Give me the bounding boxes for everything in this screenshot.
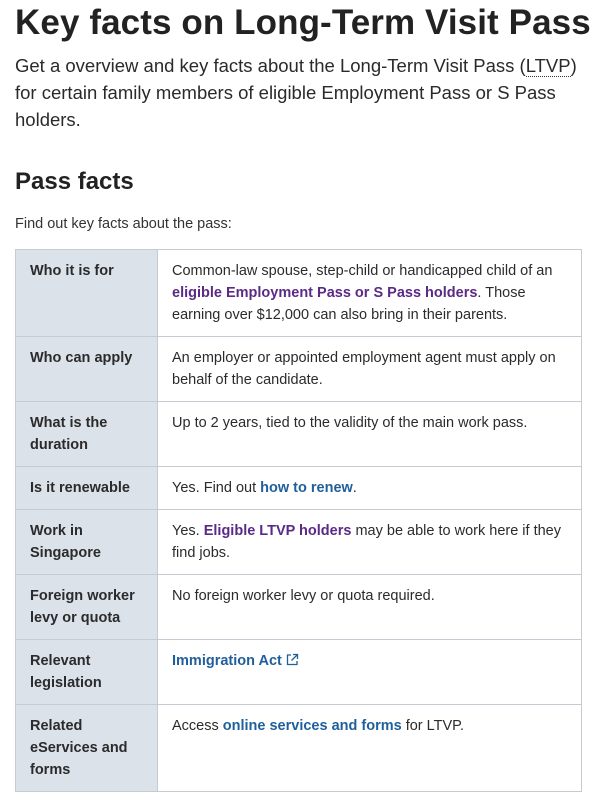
online-services-link[interactable]: online services and forms (222, 718, 402, 734)
row-value (158, 640, 582, 705)
section-intro: Find out key facts about the pass: (15, 216, 232, 232)
row-text: Yes. (172, 523, 204, 539)
row-key: What is the duration (16, 402, 158, 467)
table-row (16, 402, 582, 467)
how-to-renew-link[interactable]: how to renew (260, 480, 353, 496)
row-value (158, 705, 582, 792)
table-row (16, 640, 582, 705)
page-lead (15, 52, 593, 133)
row-value (158, 510, 582, 575)
row-key: Work in Singapore (16, 510, 158, 575)
eligible-holders-link[interactable]: eligible Employment Pass or S Pass holders (172, 285, 478, 301)
immigration-act-label: Immigration Act (172, 653, 282, 669)
row-key: Who it is for (16, 250, 158, 337)
external-link-icon (285, 652, 299, 674)
row-text: Yes. Find out (172, 480, 261, 496)
pass-facts-table (15, 249, 582, 792)
row-key: Who can apply (16, 337, 158, 402)
row-text: . (352, 480, 357, 496)
row-value: An employer or appointed employment agent must apply on behalf of the candidate. (158, 337, 582, 402)
row-text: Access (172, 718, 223, 734)
table-row (16, 575, 582, 640)
section-heading: Pass facts (15, 168, 134, 195)
row-text: may be able to work here if they find jobs. (172, 523, 561, 561)
table-row (16, 705, 582, 792)
lead-text-1: Get a overview and key facts about the Long-Term Visit Pass ( (15, 55, 526, 76)
row-value: No foreign worker levy or quota required. (158, 575, 582, 640)
row-key: Foreign worker levy or quota (16, 575, 158, 640)
immigration-act-link[interactable] (172, 653, 299, 669)
table-row (16, 250, 582, 337)
row-text: Common-law spouse, step-child or handicapped child of an (172, 263, 553, 279)
row-text: for LTVP. (401, 718, 464, 734)
row-value (158, 250, 582, 337)
page-title: Key facts on Long-Term Visit Pass (15, 3, 591, 42)
eligible-ltvp-holders-link[interactable]: Eligible LTVP holders (203, 523, 352, 539)
lead-text-2: ) for certain family members of eligible Employment Pass or S Pass holders. (15, 55, 577, 130)
row-value (158, 467, 582, 510)
row-value: Up to 2 years, tied to the validity of the main work pass. (158, 402, 582, 467)
row-key: Is it renewable (16, 467, 158, 510)
table-row (16, 510, 582, 575)
row-key: Related eServices and forms (16, 705, 158, 792)
table-row (16, 467, 582, 510)
row-text: . Those earning over $12,000 can also bring in their parents. (172, 285, 526, 323)
ltvp-abbreviation[interactable]: LTVP (525, 55, 571, 76)
row-key: Relevant legislation (16, 640, 158, 705)
table-row (16, 337, 582, 402)
